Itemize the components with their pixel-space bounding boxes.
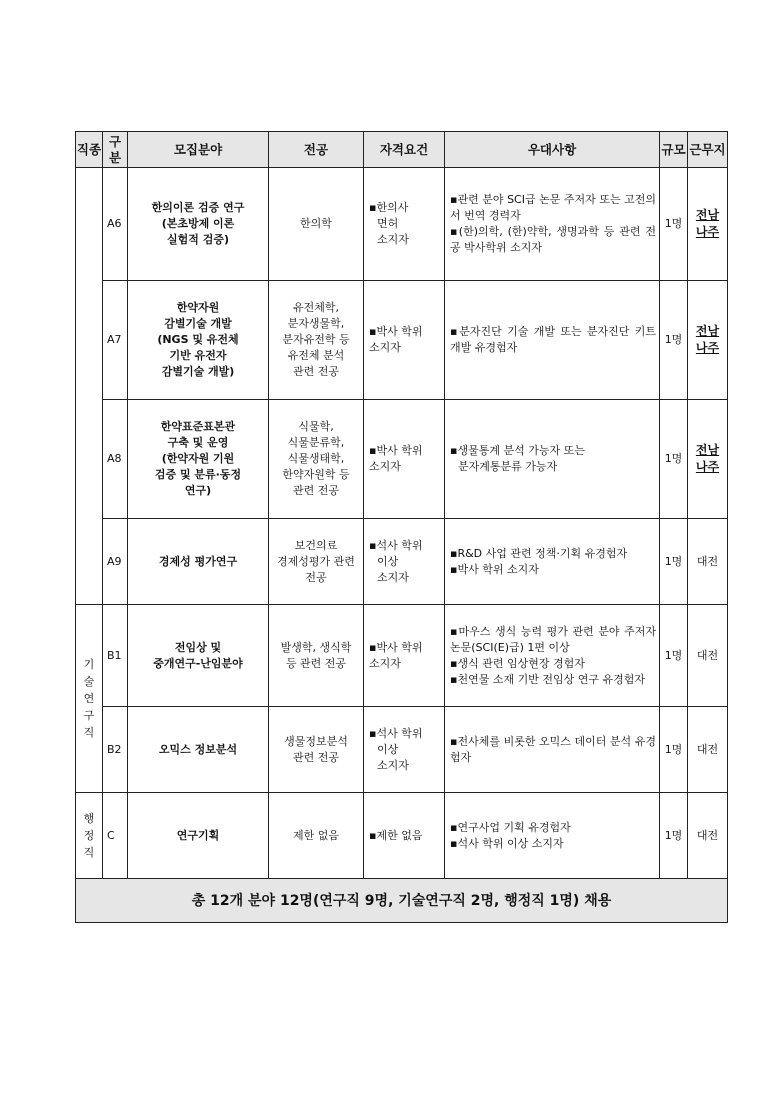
table-row [76, 168, 728, 281]
row-qualification: ▪박사 학위 소지자 [364, 281, 445, 400]
header-preference: 우대사항 [445, 132, 660, 168]
row-major: 제한 없음 [269, 793, 364, 879]
row-preference: ▪관련 분야 SCI급 논문 주저자 또는 고전의서 번역 경력자 ▪(한)의학, (한)약학, 생명과학 등 관련 전공 박사학위 소지자 [445, 168, 660, 281]
row-code: B1 [103, 605, 128, 707]
row-preference: ▪R&D 사업 관련 정책·기획 유경험자 ▪박사 학위 소지자 [445, 519, 660, 605]
row-size: 1명 [660, 281, 688, 400]
row-location: 전남 나주 [688, 168, 728, 281]
header-qualification: 자격요건 [364, 132, 445, 168]
row-qualification: ▪제한 없음 [364, 793, 445, 879]
row-qualification: ▪한의사 면허 소지자 [364, 168, 445, 281]
row-qualification: ▪박사 학위 소지자 [364, 400, 445, 519]
row-size: 1명 [660, 707, 688, 793]
job-type-research [76, 168, 103, 605]
row-location: 전남 나주 [688, 281, 728, 400]
table-row [76, 707, 728, 793]
job-type-admin: 행 정 직 [76, 793, 103, 879]
row-location: 대전 [688, 605, 728, 707]
row-preference: ▪전사체를 비롯한 오믹스 데이터 분석 유경험자 [445, 707, 660, 793]
row-preference: ▪연구사업 기획 유경험자 ▪석사 학위 이상 소지자 [445, 793, 660, 879]
header-major: 전공 [269, 132, 364, 168]
row-code: A7 [103, 281, 128, 400]
header-job-type: 직종 [76, 132, 103, 168]
row-major: 보건의료 경제성평가 관련 전공 [269, 519, 364, 605]
row-qualification: ▪석사 학위 이상 소지자 [364, 707, 445, 793]
row-code: A9 [103, 519, 128, 605]
row-size: 1명 [660, 400, 688, 519]
row-code: A6 [103, 168, 128, 281]
row-field: 한의이론 검증 연구 (본초방제 이론 실험적 검증) [128, 168, 269, 281]
table-row [76, 400, 728, 519]
recruitment-table [75, 131, 728, 923]
row-preference: ▪분자진단 기술 개발 또는 분자진단 키트 개발 유경험자 [445, 281, 660, 400]
row-field: 한약자원 감별기술 개발 (NGS 및 유전체 기반 유전자 감별기술 개발) [128, 281, 269, 400]
table-row [76, 793, 728, 879]
header-field: 모집분야 [128, 132, 269, 168]
row-location: 대전 [688, 519, 728, 605]
row-field: 한약표준표본관 구축 및 운영 (한약자원 기원 검증 및 분류·동정 연구) [128, 400, 269, 519]
row-location: 대전 [688, 707, 728, 793]
job-type-tech: 기 술 연 구 직 [76, 605, 103, 793]
row-size: 1명 [660, 168, 688, 281]
total-row [76, 879, 728, 923]
header-size: 규모 [660, 132, 688, 168]
row-size: 1명 [660, 605, 688, 707]
row-major: 발생학, 생식학 등 관련 전공 [269, 605, 364, 707]
table-row [76, 519, 728, 605]
header-row [76, 132, 728, 168]
row-major: 생물정보분석 관련 전공 [269, 707, 364, 793]
row-code: B2 [103, 707, 128, 793]
row-code: C [103, 793, 128, 879]
table-row [76, 605, 728, 707]
row-major: 유전체학, 분자생물학, 분자유전학 등 유전체 분석 관련 전공 [269, 281, 364, 400]
row-qualification: ▪박사 학위 소지자 [364, 605, 445, 707]
row-code: A8 [103, 400, 128, 519]
row-major: 한의학 [269, 168, 364, 281]
row-field: 연구기획 [128, 793, 269, 879]
row-field: 오믹스 정보분석 [128, 707, 269, 793]
row-size: 1명 [660, 519, 688, 605]
header-location: 근무지 [688, 132, 728, 168]
header-category: 구분 [103, 132, 128, 168]
table-row [76, 281, 728, 400]
row-major: 식물학, 식물분류학, 식물생태학, 한약자원학 등 관련 전공 [269, 400, 364, 519]
row-location: 대전 [688, 793, 728, 879]
total-summary: 총 12개 분야 12명(연구직 9명, 기술연구직 2명, 행정직 1명) 채용 [76, 879, 728, 923]
row-location: 전남 나주 [688, 400, 728, 519]
row-field: 경제성 평가연구 [128, 519, 269, 605]
row-preference: ▪생물통계 분석 가능자 또는 분자계통분류 가능자 [445, 400, 660, 519]
row-field: 전임상 및 중개연구-난임분야 [128, 605, 269, 707]
row-size: 1명 [660, 793, 688, 879]
row-preference: ▪마우스 생식 능력 평가 관련 분야 주저자 논문(SCI(E)급) 1편 이상 ▪생식 관련 임상현장 경험자 ▪천연물 소재 기반 전임상 연구 유경험자 [445, 605, 660, 707]
row-qualification: ▪석사 학위 이상 소지자 [364, 519, 445, 605]
